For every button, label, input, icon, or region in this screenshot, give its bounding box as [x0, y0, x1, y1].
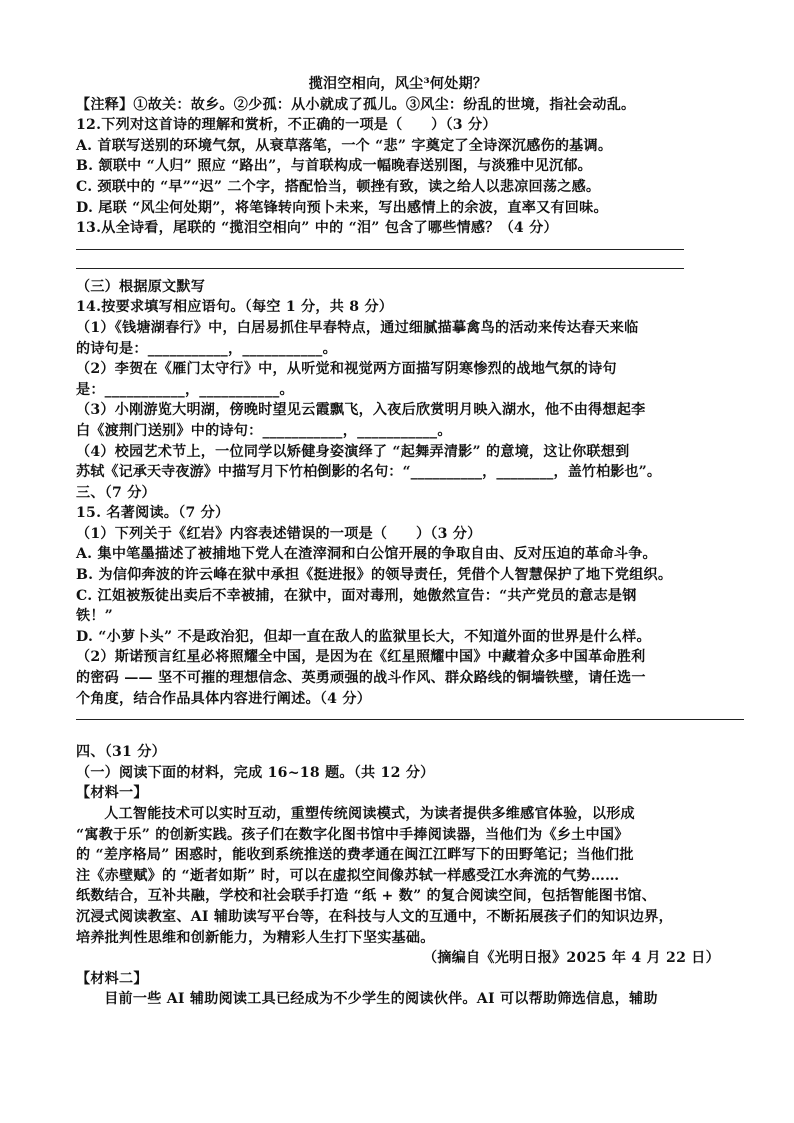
question-12-option-a: A. 首联写送别的环境气氛，从衰草落笔，一个 “悲” 字奠定了全诗深沉感伤的基调。	[76, 137, 613, 154]
exam-page	[76, 74, 720, 1010]
answer-line[interactable]	[76, 239, 684, 250]
question-15-sub1: （1）下列关于《红岩》内容表述错误的一项是（ ）（3 分）	[76, 525, 482, 542]
question-15-option-a: A. 集中笔墨描述了被捕地下党人在渣滓洞和白公馆开展的争取自由、反对压迫的革命斗争。	[76, 546, 657, 563]
question-12-stem: 12.下列对这首诗的理解和赏析，不正确的一项是（ ）（3 分）	[76, 117, 497, 134]
question-15-option-d: D. “小萝卜头” 不是政治犯，但却一直在敌人的监狱里长大，不知道外面的世界是什么样。	[76, 628, 651, 645]
question-14-line: 白《渡荆门送别》中的诗句：___________，___________。	[76, 422, 452, 439]
question-14-line: 是：___________，___________。	[76, 381, 294, 398]
question-15-stem: 15. 名著阅读。（7 分）	[76, 505, 230, 522]
question-15-option-c-cont: 铁！”	[76, 608, 114, 625]
question-14-stem: 14.按要求填写相应语句。（每空 1 分，共 8 分）	[76, 299, 394, 316]
poem-annotation: 【注释】①故关：故乡。②少孤：从小就成了孤儿。③风尘：纷乱的世境，指社会动乱。	[76, 96, 636, 113]
question-12-option-b: B. 颔联中 “人归” 照应 “路出”，与首联构成一幅晚春送别图，与淡雅中见沉郁。	[76, 158, 593, 175]
material-1-line: 沉浸式阅读教室、AI 辅助读写平台等，在科技与人文的互通中，不断拓展孩子们的知识边界，	[76, 908, 673, 925]
question-14-line: 的诗句是：___________，___________。	[76, 340, 337, 357]
material-1-label: 【材料一】	[76, 785, 148, 802]
question-15-option-c: C. 江姐被叛徒出卖后不幸被捕，在狱中，面对毒刑，她傲然宣告：“共产党员的意志是钢	[76, 587, 637, 604]
question-15-sub2: （2）斯诺预言红星必将照耀全中国，是因为在《红星照耀中国》中藏着众多中国革命胜利	[76, 649, 646, 666]
answer-line[interactable]	[76, 709, 744, 720]
material-1-line: 注《赤壁赋》的 “逝者如斯” 时，可以在虚拟空间像苏轼一样感受江水奔流的气势……	[76, 867, 620, 884]
section-3-heading: 三、（7 分）	[76, 484, 156, 501]
material-1-source: （摘编自《光明日报》2025 年 4 月 22 日）	[423, 950, 720, 967]
material-1-line: “寓教于乐” 的创新实践。孩子们在数字化图书馆中手捧阅读器，当他们为《乡土中国》	[76, 826, 629, 843]
question-14-line: （4）校园艺术节上，一位同学以矫健身姿演绎了 “起舞弄清影” 的意境，这让你联想到	[76, 443, 630, 460]
question-14-line: （1）《钱塘湖春行》中，白居易抓住早春特点，通过细腻描摹禽鸟的活动来传达春天来临	[76, 319, 639, 336]
question-15-option-b: B. 为信仰奔波的许云峰在狱中承担《挺进报》的领导责任，凭借个人智慧保护了地下党组织。	[76, 567, 673, 584]
answer-line[interactable]	[76, 258, 684, 269]
material-1-line: 的 “差序格局” 困惑时，能收到系统推送的费孝通在闽江江畔写下的田野笔记；当他们批	[76, 847, 634, 864]
question-12-option-d: D. 尾联 “风尘何处期”，将笔锋转向预卜未来，写出感情上的余波，直率又有回味。	[76, 199, 608, 216]
question-12-option-c: C. 颈联中的 “早”“迟” 二个字，搭配恰当，顿挫有致，读之给人以悲凉回荡之感。	[76, 178, 601, 195]
material-1-line: 培养批判性思维和创新能力，为精彩人生打下坚实基础。	[76, 929, 435, 946]
question-13-stem: 13.从全诗看，尾联的 “揽泪空相向” 中的 “泪” 包含了哪些情感？（4 分）	[76, 220, 558, 237]
reading-intro: （一）阅读下面的材料，完成 16~18 题。（共 12 分）	[76, 764, 435, 781]
question-14-line: （2）李贺在《雁门太守行》中，从听觉和视觉两方面描写阴寒惨烈的战地气氛的诗句	[76, 361, 617, 378]
material-2-paragraph: 目前一些 AI 辅助阅读工具已经成为不少学生的阅读伙伴。AI 可以帮助筛选信息，辅助	[104, 991, 658, 1008]
question-15-sub2: 的密码 —— 坚不可摧的理想信念、英勇顽强的战斗作风、群众路线的铜墙铁壁，请任选一	[76, 670, 646, 687]
poem-last-line: 揽泪空相向，风尘³何处期？	[308, 76, 488, 92]
section-3-subheading: （三）根据原文默写	[76, 278, 206, 295]
material-1-paragraph: 人工智能技术可以实时互动，重塑传统阅读模式，为读者提供多维感官体验，以形成	[104, 806, 635, 822]
material-1-line: 纸数结合，互补共融，学校和社会联手打造 “纸 + 数” 的复合阅读空间，包括智能图书馆、	[76, 888, 657, 905]
question-14-line: 苏轼《记承天寺夜游》中描写月下竹柏倒影的名句：“__________，________，盖竹柏影也”。	[76, 464, 662, 481]
question-15-sub2: 个角度，结合作品具体内容进行阐述。（4 分）	[76, 690, 372, 707]
material-2-label: 【材料二】	[76, 970, 148, 987]
question-14-line: （3）小刚游览大明湖，傍晚时望见云霞飘飞，入夜后欣赏明月映入湖水，他不由得想起李	[76, 402, 646, 419]
section-4-heading: 四、（31 分）	[76, 744, 166, 761]
